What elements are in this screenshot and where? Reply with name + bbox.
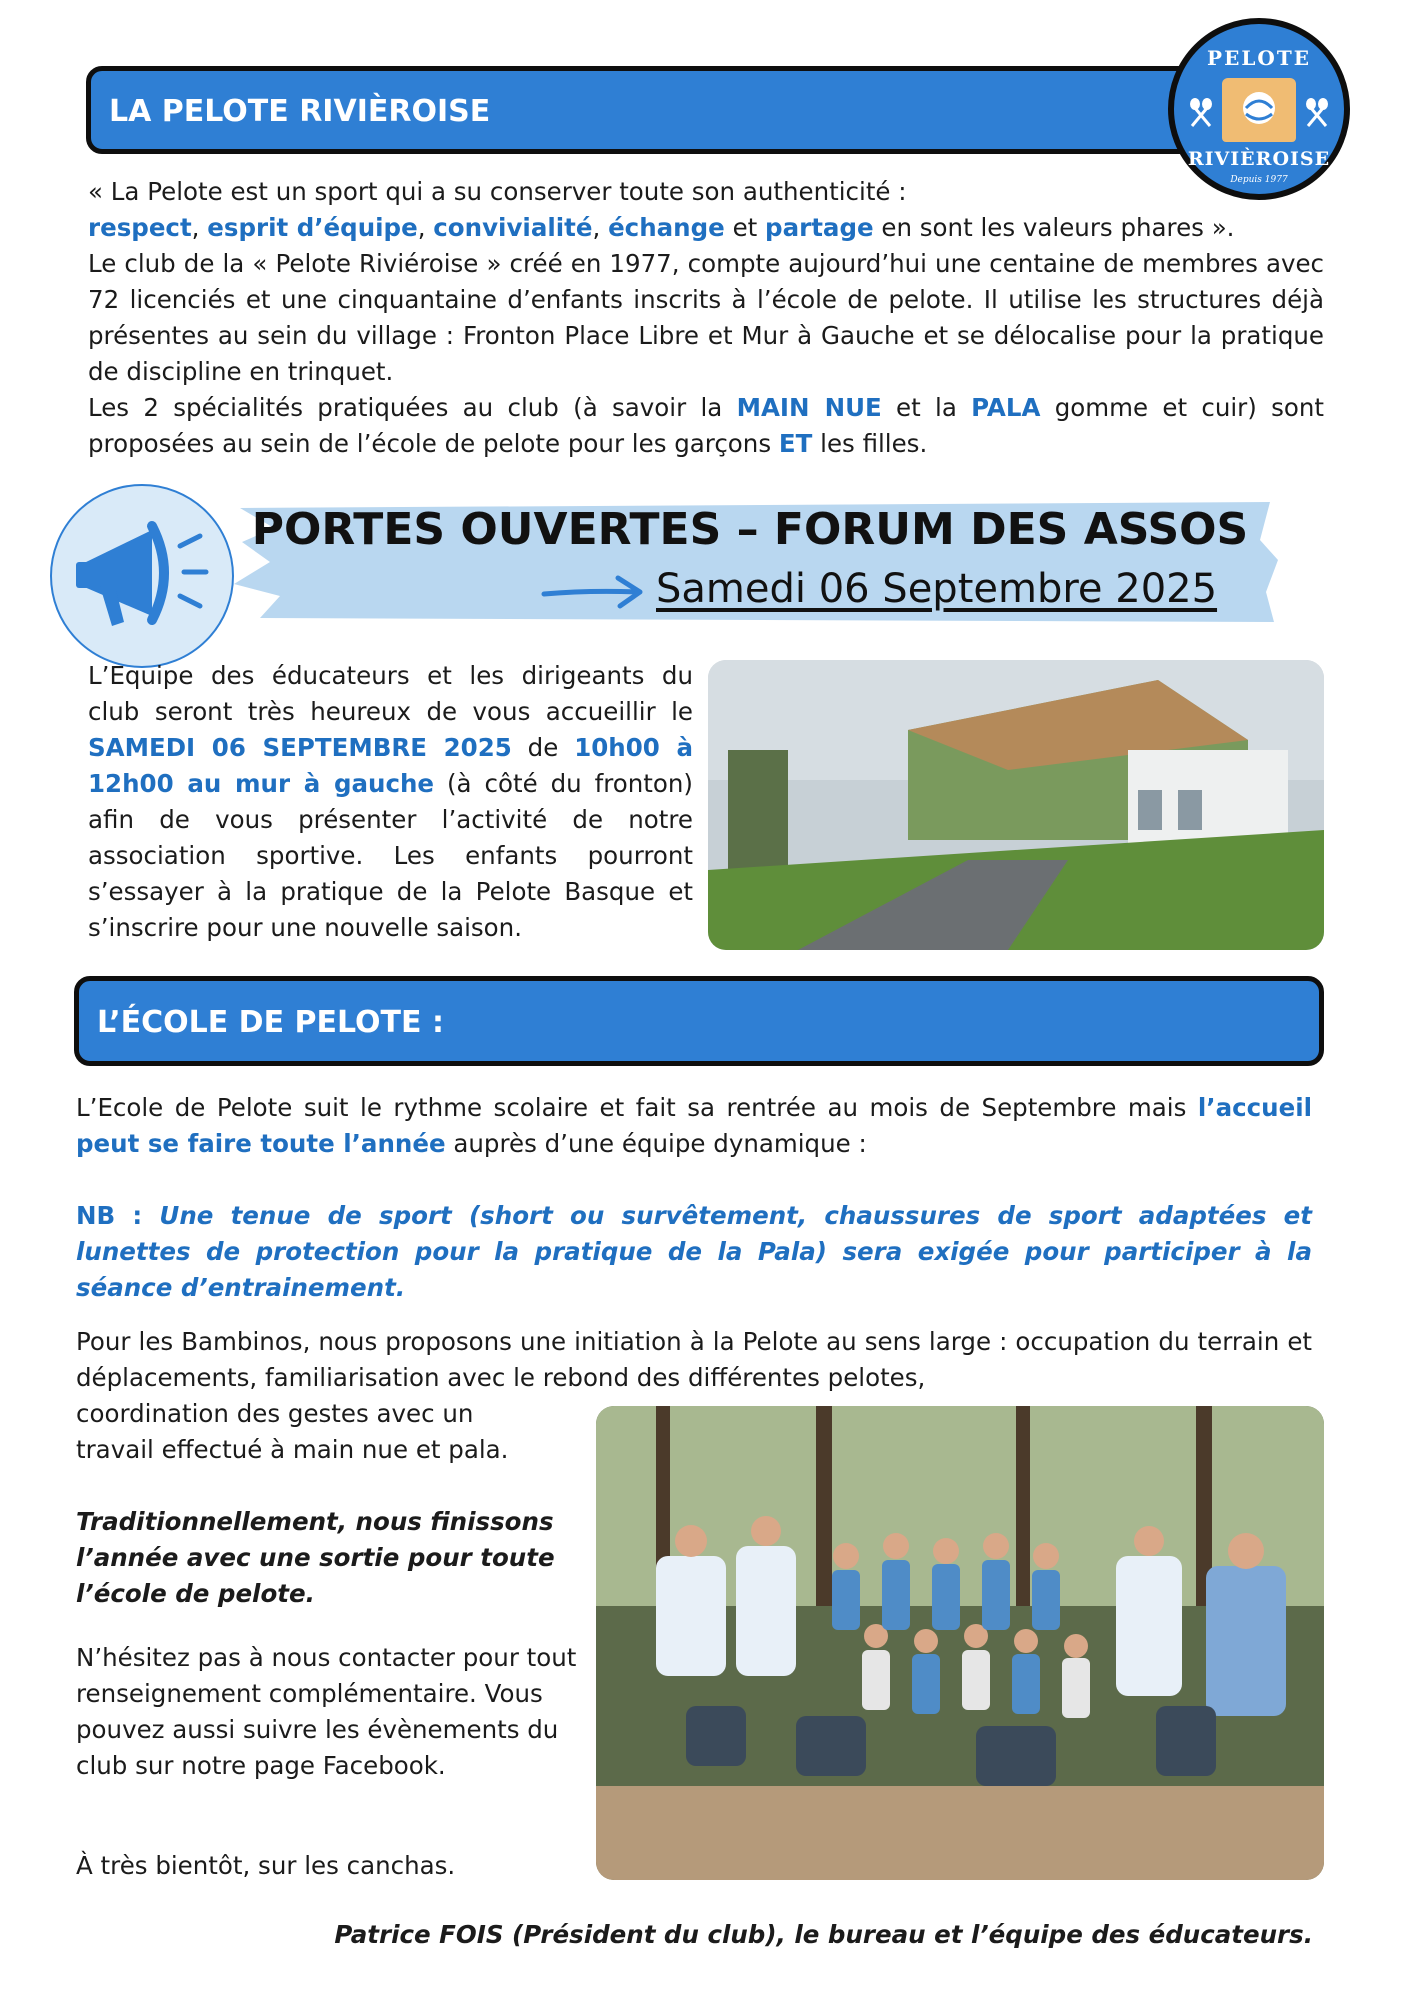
banner-date: Samedi 06 Septembre 2025 (656, 566, 1218, 612)
tradition-text: Traditionnellement, nous finissons l’année avec une sortie pour toute l’école de pelote. (76, 1507, 555, 1608)
banner-title: PORTES OUVERTES – FORUM DES ASSOS (251, 504, 1249, 555)
intro-quote: « La Pelote est un sport qui a su conserver toute son authenticité : respect, esprit d’équipe, convivialité, échange et partage en sont les valeurs phares ». (88, 177, 1235, 242)
school-nb: NB : Une tenue de sport (short ou survêtement, chaussures de sport adaptées et lunettes de protection pour la pratique de la Pala) sera exigée pour participer à la séance d’entrainement. (76, 1201, 1312, 1302)
logo-line1: PELOTE (1207, 46, 1311, 70)
crossed-rackets-icon (1186, 96, 1216, 128)
arrow-right-icon (540, 572, 648, 612)
megaphone-badge (50, 484, 234, 668)
logo-emblem (1222, 78, 1296, 142)
logo-line2: RIVIÈROISE (1187, 148, 1331, 170)
open-day-text: L’Equipe des éducateurs et les dirigeants du club seront très heureux de vous accueillir le SAMEDI 06 SEPTEMBRE 2025 de 10h00 à 12h00 au mur à gauche (à côté du fronton) afin de vous présenter l’activité de notre association sportive. Les enfants pourront s’essayer à la pratique de la Pelote Basque et s’inscrire pour une nouvelle saison. (88, 661, 693, 942)
school-header-bar (74, 976, 1324, 1066)
school-para2-continued: coordination des gestes avec un travail effectué à main nue et pala. (76, 1399, 509, 1464)
group-photo (596, 1406, 1324, 1880)
club-logo (1168, 18, 1350, 200)
school-para2: Pour les Bambinos, nous proposons une initiation à la Pelote au sens large : occupation du terrain et déplacements, familiarisation avec le rebond des différentes pelotes, (76, 1327, 1312, 1392)
header-bar (86, 66, 1216, 154)
school-para1: L’Ecole de Pelote suit le rythme scolaire et fait sa rentrée au mois de Septembre mais l’accueil peut se faire toute l’année auprès d’une équipe dynamique : (76, 1093, 1312, 1158)
goodbye-text: À très bientôt, sur les canchas. (76, 1851, 456, 1880)
header-title: LA PELOTE RIVIÈROISE (109, 94, 491, 129)
logo-line3: Depuis 1977 (1230, 175, 1288, 185)
intro-para2: Le club de la « Pelote Riviéroise » créé en 1977, compte aujourd’hui une centaine de membres avec 72 licenciés et une cinquantaine d’enfants inscrits à l’école de pelote. Il utilise les structures déjà présentes au sein du village : Fronton Place Libre et Mur à Gauche et se délocalise pour la pratique de discipline en trinquet. (88, 249, 1324, 386)
contact-text: N’hésitez pas à nous contacter pour tout renseignement complémentaire. Vous pouvez aussi suivre les évènements du club sur notre page Facebook. (76, 1643, 577, 1780)
intro-para3: Les 2 spécialités pratiquées au club (à savoir la MAIN NUE et la PALA gomme et cuir) sont proposées au sein de l’école de pelote pour les garçons ET les filles. (88, 393, 1324, 458)
megaphone-icon (52, 486, 232, 666)
crossed-rackets-icon (1302, 96, 1332, 128)
intro-text (88, 174, 1324, 462)
signature: Patrice FOIS (Président du club), le bureau et l’équipe des éducateurs. (334, 1920, 1313, 1949)
school-title: L’ÉCOLE DE PELOTE : (97, 1005, 444, 1040)
building-photo (708, 660, 1324, 950)
